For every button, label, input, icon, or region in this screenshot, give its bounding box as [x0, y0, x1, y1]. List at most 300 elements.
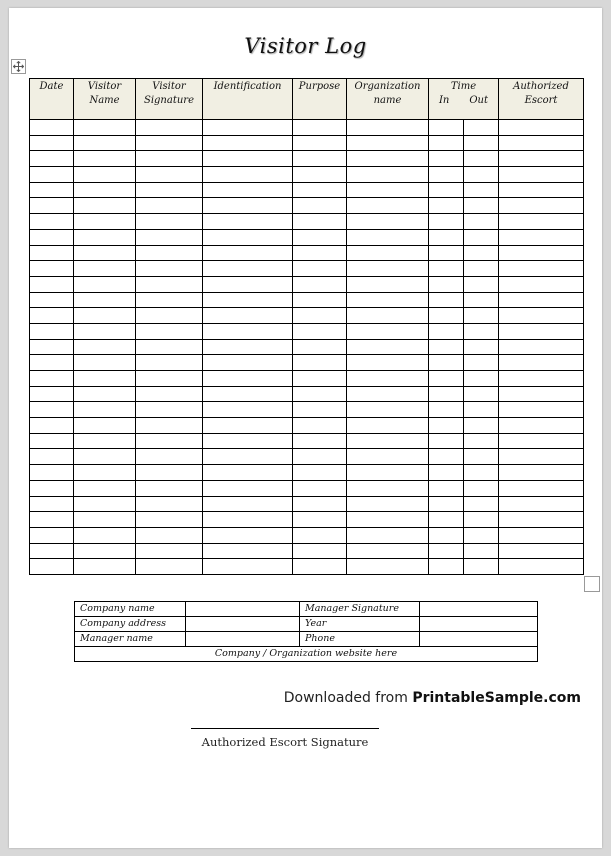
website-field[interactable]: Company / Organization website here [75, 647, 538, 662]
table-cell[interactable] [30, 449, 74, 465]
table-cell[interactable] [429, 465, 464, 481]
table-cell[interactable] [464, 465, 499, 481]
table-cell[interactable] [464, 276, 499, 292]
table-cell[interactable] [203, 402, 293, 418]
table-cell[interactable] [347, 261, 429, 277]
table-cell[interactable] [499, 355, 584, 371]
table-cell[interactable] [464, 151, 499, 167]
table-cell[interactable] [293, 449, 347, 465]
table-cell[interactable] [136, 214, 203, 230]
table-cell[interactable] [136, 323, 203, 339]
table-cell[interactable] [464, 182, 499, 198]
table-cell[interactable] [429, 402, 464, 418]
table-row [30, 355, 584, 371]
table-row [30, 323, 584, 339]
table-row [30, 167, 584, 183]
table-cell[interactable] [203, 167, 293, 183]
table-cell[interactable] [30, 292, 74, 308]
table-cell[interactable] [30, 496, 74, 512]
table-cell[interactable] [203, 198, 293, 214]
table-cell[interactable] [30, 433, 74, 449]
table-cell[interactable] [203, 418, 293, 434]
table-cell[interactable] [203, 543, 293, 559]
table-cell[interactable] [293, 135, 347, 151]
table-cell[interactable] [347, 135, 429, 151]
table-cell[interactable] [464, 449, 499, 465]
table-cell[interactable] [74, 292, 136, 308]
table-cell[interactable] [347, 120, 429, 136]
table-cell[interactable] [136, 198, 203, 214]
column-header-purpose: Purpose [293, 79, 347, 120]
table-cell[interactable] [30, 135, 74, 151]
table-cell[interactable] [499, 292, 584, 308]
table-cell[interactable] [30, 480, 74, 496]
table-cell[interactable] [429, 245, 464, 261]
table-cell[interactable] [74, 276, 136, 292]
table-cell[interactable] [499, 418, 584, 434]
table-cell[interactable] [136, 433, 203, 449]
column-header-authorized-escort: Authorized Escort [499, 79, 584, 120]
year-field[interactable] [420, 617, 538, 632]
table-cell[interactable] [203, 135, 293, 151]
table-cell[interactable] [293, 229, 347, 245]
table-row [30, 276, 584, 292]
table-cell[interactable] [74, 229, 136, 245]
table-cell[interactable] [203, 323, 293, 339]
table-row [30, 120, 584, 136]
table-cell[interactable] [429, 386, 464, 402]
table-cell[interactable] [30, 527, 74, 543]
table-row [30, 527, 584, 543]
table-cell[interactable] [136, 496, 203, 512]
table-cell[interactable] [499, 182, 584, 198]
table-cell[interactable] [429, 527, 464, 543]
table-cell[interactable] [30, 418, 74, 434]
table-cell[interactable] [499, 229, 584, 245]
table-cell[interactable] [293, 292, 347, 308]
table-cell[interactable] [293, 433, 347, 449]
table-cell[interactable] [203, 480, 293, 496]
table-cell[interactable] [136, 292, 203, 308]
table-cell[interactable] [464, 214, 499, 230]
table-cell[interactable] [464, 198, 499, 214]
company-address-field[interactable] [186, 617, 300, 632]
table-cell[interactable] [499, 151, 584, 167]
table-cell[interactable] [347, 151, 429, 167]
table-cell[interactable] [499, 308, 584, 324]
table-cell[interactable] [203, 292, 293, 308]
table-cell[interactable] [203, 214, 293, 230]
manager-name-field[interactable] [186, 632, 300, 647]
table-cell[interactable] [30, 512, 74, 528]
table-cell[interactable] [293, 512, 347, 528]
table-cell[interactable] [293, 308, 347, 324]
table-cell[interactable] [203, 276, 293, 292]
table-cell[interactable] [136, 480, 203, 496]
table-cell[interactable] [30, 151, 74, 167]
manager-signature-field[interactable] [420, 602, 538, 617]
table-cell[interactable] [499, 339, 584, 355]
table-cell[interactable] [203, 386, 293, 402]
table-row [30, 496, 584, 512]
table-cell[interactable] [499, 245, 584, 261]
table-cell[interactable] [347, 167, 429, 183]
table-cell[interactable] [429, 480, 464, 496]
table-cell[interactable] [293, 386, 347, 402]
table-cell[interactable] [74, 214, 136, 230]
manager-name-label: Manager name [75, 632, 186, 647]
table-cell[interactable] [74, 323, 136, 339]
table-cell[interactable] [464, 355, 499, 371]
table-cell[interactable] [293, 151, 347, 167]
table-cell[interactable] [347, 371, 429, 387]
table-cell[interactable] [74, 135, 136, 151]
table-cell[interactable] [499, 323, 584, 339]
table-cell[interactable] [203, 512, 293, 528]
table-cell[interactable] [293, 480, 347, 496]
table-cell[interactable] [74, 386, 136, 402]
company-name-field[interactable] [186, 602, 300, 617]
table-cell[interactable] [347, 480, 429, 496]
table-cell[interactable] [499, 167, 584, 183]
table-cell[interactable] [429, 198, 464, 214]
table-cell[interactable] [136, 229, 203, 245]
table-cell[interactable] [74, 151, 136, 167]
table-row [30, 151, 584, 167]
table-cell[interactable] [136, 151, 203, 167]
table-cell[interactable] [429, 229, 464, 245]
table-cell[interactable] [499, 371, 584, 387]
table-cell[interactable] [347, 214, 429, 230]
table-cell[interactable] [136, 135, 203, 151]
table-cell[interactable] [203, 339, 293, 355]
table-cell[interactable] [499, 512, 584, 528]
table-cell[interactable] [293, 261, 347, 277]
table-cell[interactable] [30, 559, 74, 575]
table-cell[interactable] [464, 433, 499, 449]
table-cell[interactable] [136, 276, 203, 292]
table-cell[interactable] [30, 386, 74, 402]
table-cell[interactable] [203, 433, 293, 449]
table-cell[interactable] [30, 543, 74, 559]
table-cell[interactable] [293, 559, 347, 575]
table-cell[interactable] [347, 512, 429, 528]
table-cell[interactable] [136, 465, 203, 481]
table-cell[interactable] [74, 167, 136, 183]
table-cell[interactable] [347, 182, 429, 198]
table-row [30, 480, 584, 496]
table-cell[interactable] [293, 543, 347, 559]
table-cell[interactable] [30, 261, 74, 277]
table-cell[interactable] [499, 198, 584, 214]
table-cell[interactable] [464, 543, 499, 559]
table-cell[interactable] [464, 135, 499, 151]
table-cell[interactable] [30, 167, 74, 183]
table-cell[interactable] [30, 465, 74, 481]
table-cell[interactable] [464, 323, 499, 339]
table-cell[interactable] [464, 527, 499, 543]
table-cell[interactable] [499, 386, 584, 402]
table-cell[interactable] [74, 496, 136, 512]
table-cell[interactable] [74, 245, 136, 261]
table-cell[interactable] [499, 214, 584, 230]
table-cell[interactable] [347, 402, 429, 418]
table-cell[interactable] [203, 449, 293, 465]
table-cell[interactable] [499, 543, 584, 559]
table-cell[interactable] [74, 182, 136, 198]
table-cell[interactable] [293, 245, 347, 261]
table-cell[interactable] [293, 418, 347, 434]
table-row [30, 135, 584, 151]
table-cell[interactable] [347, 292, 429, 308]
table-cell[interactable] [74, 449, 136, 465]
table-cell[interactable] [30, 323, 74, 339]
download-source-text: Downloaded from PrintableSample.com [283, 690, 581, 706]
table-cell[interactable] [347, 449, 429, 465]
table-cell[interactable] [74, 480, 136, 496]
move-arrows-icon [13, 61, 24, 72]
table-cell[interactable] [347, 355, 429, 371]
table-cell[interactable] [499, 433, 584, 449]
table-cell[interactable] [293, 355, 347, 371]
table-cell[interactable] [74, 402, 136, 418]
table-cell[interactable] [203, 308, 293, 324]
table-cell[interactable] [499, 120, 584, 136]
table-cell[interactable] [347, 433, 429, 449]
table-cell[interactable] [74, 198, 136, 214]
table-cell[interactable] [74, 527, 136, 543]
table-cell[interactable] [74, 261, 136, 277]
table-cell[interactable] [74, 308, 136, 324]
table-cell[interactable] [74, 120, 136, 136]
table-row [30, 198, 584, 214]
table-cell[interactable] [203, 371, 293, 387]
table-cell[interactable] [293, 527, 347, 543]
table-cell[interactable] [429, 135, 464, 151]
table-cell[interactable] [464, 480, 499, 496]
page-title: Visitor Log [244, 34, 367, 58]
table-cell[interactable] [499, 276, 584, 292]
table-row [30, 512, 584, 528]
table-cell[interactable] [464, 167, 499, 183]
table-cell[interactable] [74, 418, 136, 434]
table-cell[interactable] [429, 559, 464, 575]
table-cell[interactable] [293, 120, 347, 136]
table-cell[interactable] [30, 276, 74, 292]
table-resize-icon[interactable] [584, 576, 600, 592]
table-cell[interactable] [464, 386, 499, 402]
table-cell[interactable] [499, 135, 584, 151]
table-cell[interactable] [74, 355, 136, 371]
table-cell[interactable] [347, 496, 429, 512]
table-cell[interactable] [429, 371, 464, 387]
table-cell[interactable] [347, 276, 429, 292]
table-cell[interactable] [136, 339, 203, 355]
table-cell[interactable] [293, 167, 347, 183]
table-row [30, 245, 584, 261]
table-cell[interactable] [429, 496, 464, 512]
table-row [30, 543, 584, 559]
table-cell[interactable] [429, 182, 464, 198]
table-cell[interactable] [347, 245, 429, 261]
table-cell[interactable] [347, 527, 429, 543]
table-cell[interactable] [30, 245, 74, 261]
table-cell[interactable] [293, 465, 347, 481]
table-cell[interactable] [203, 527, 293, 543]
table-cell[interactable] [136, 261, 203, 277]
table-cell[interactable] [429, 339, 464, 355]
table-cell[interactable] [499, 480, 584, 496]
table-cell[interactable] [499, 465, 584, 481]
table-cell[interactable] [30, 371, 74, 387]
table-cell[interactable] [293, 496, 347, 512]
table-cell[interactable] [347, 308, 429, 324]
table-cell[interactable] [347, 339, 429, 355]
table-cell[interactable] [347, 418, 429, 434]
table-cell[interactable] [293, 198, 347, 214]
table-cell[interactable] [347, 229, 429, 245]
table-cell[interactable] [203, 465, 293, 481]
table-cell[interactable] [499, 449, 584, 465]
table-cell[interactable] [429, 543, 464, 559]
table-row [30, 449, 584, 465]
table-cell[interactable] [136, 371, 203, 387]
table-cell[interactable] [136, 167, 203, 183]
table-cell[interactable] [464, 512, 499, 528]
phone-field[interactable] [420, 632, 538, 647]
table-cell[interactable] [429, 261, 464, 277]
table-cell[interactable] [429, 308, 464, 324]
table-cell[interactable] [499, 261, 584, 277]
table-cell[interactable] [429, 151, 464, 167]
table-cell[interactable] [464, 261, 499, 277]
table-cell[interactable] [136, 512, 203, 528]
manager-signature-label: Manager Signature [300, 602, 420, 617]
table-cell[interactable] [136, 120, 203, 136]
table-cell[interactable] [293, 402, 347, 418]
table-cell[interactable] [30, 339, 74, 355]
table-cell[interactable] [136, 355, 203, 371]
table-row [30, 402, 584, 418]
table-cell[interactable] [464, 371, 499, 387]
table-cell[interactable] [136, 182, 203, 198]
year-label: Year [300, 617, 420, 632]
table-cell[interactable] [347, 323, 429, 339]
table-cell[interactable] [429, 120, 464, 136]
table-cell[interactable] [136, 527, 203, 543]
table-cell[interactable] [136, 418, 203, 434]
table-cell[interactable] [464, 120, 499, 136]
table-cell[interactable] [30, 308, 74, 324]
table-cell[interactable] [74, 559, 136, 575]
table-cell[interactable] [74, 371, 136, 387]
table-cell[interactable] [203, 496, 293, 512]
table-cell[interactable] [203, 151, 293, 167]
table-cell[interactable] [464, 245, 499, 261]
table-cell[interactable] [429, 292, 464, 308]
table-cell[interactable] [136, 543, 203, 559]
table-cell[interactable] [347, 543, 429, 559]
table-cell[interactable] [499, 527, 584, 543]
table-cell[interactable] [464, 308, 499, 324]
table-cell[interactable] [136, 245, 203, 261]
table-cell[interactable] [30, 182, 74, 198]
table-cell[interactable] [429, 276, 464, 292]
table-cell[interactable] [347, 465, 429, 481]
info-row [75, 602, 538, 617]
table-cell[interactable] [347, 386, 429, 402]
table-cell[interactable] [293, 182, 347, 198]
table-cell[interactable] [347, 198, 429, 214]
table-cell[interactable] [30, 198, 74, 214]
table-cell[interactable] [429, 214, 464, 230]
table-cell[interactable] [74, 433, 136, 449]
table-cell[interactable] [74, 543, 136, 559]
table-move-handle-icon[interactable] [11, 59, 26, 74]
table-cell[interactable] [429, 167, 464, 183]
table-cell[interactable] [499, 496, 584, 512]
info-row [75, 632, 538, 647]
table-cell[interactable] [136, 449, 203, 465]
table-cell[interactable] [30, 229, 74, 245]
table-cell[interactable] [30, 214, 74, 230]
table-cell[interactable] [203, 245, 293, 261]
table-cell[interactable] [464, 229, 499, 245]
table-cell[interactable] [30, 402, 74, 418]
table-cell[interactable] [429, 433, 464, 449]
table-cell[interactable] [464, 496, 499, 512]
table-cell[interactable] [136, 402, 203, 418]
column-header-time: Time In Out [429, 79, 499, 120]
table-cell[interactable] [429, 418, 464, 434]
table-cell[interactable] [203, 261, 293, 277]
table-cell[interactable] [293, 323, 347, 339]
table-cell[interactable] [429, 449, 464, 465]
table-cell[interactable] [203, 182, 293, 198]
table-cell[interactable] [203, 120, 293, 136]
table-cell[interactable] [74, 512, 136, 528]
table-cell[interactable] [429, 323, 464, 339]
table-cell[interactable] [293, 371, 347, 387]
table-cell[interactable] [464, 339, 499, 355]
table-cell[interactable] [203, 229, 293, 245]
table-row [30, 386, 584, 402]
table-cell[interactable] [293, 276, 347, 292]
table-cell[interactable] [136, 308, 203, 324]
table-cell[interactable] [74, 339, 136, 355]
table-cell[interactable] [136, 559, 203, 575]
table-cell[interactable] [499, 559, 584, 575]
table-cell[interactable] [429, 512, 464, 528]
table-cell[interactable] [293, 339, 347, 355]
table-row [30, 371, 584, 387]
table-cell[interactable] [499, 402, 584, 418]
table-cell[interactable] [464, 559, 499, 575]
table-cell[interactable] [74, 465, 136, 481]
table-cell[interactable] [30, 120, 74, 136]
table-cell[interactable] [464, 418, 499, 434]
table-cell[interactable] [293, 214, 347, 230]
table-cell[interactable] [203, 355, 293, 371]
table-cell[interactable] [203, 559, 293, 575]
table-cell[interactable] [136, 386, 203, 402]
table-cell[interactable] [429, 355, 464, 371]
table-row [30, 339, 584, 355]
table-cell[interactable] [30, 355, 74, 371]
table-cell[interactable] [464, 292, 499, 308]
table-cell[interactable] [347, 559, 429, 575]
table-cell[interactable] [464, 402, 499, 418]
